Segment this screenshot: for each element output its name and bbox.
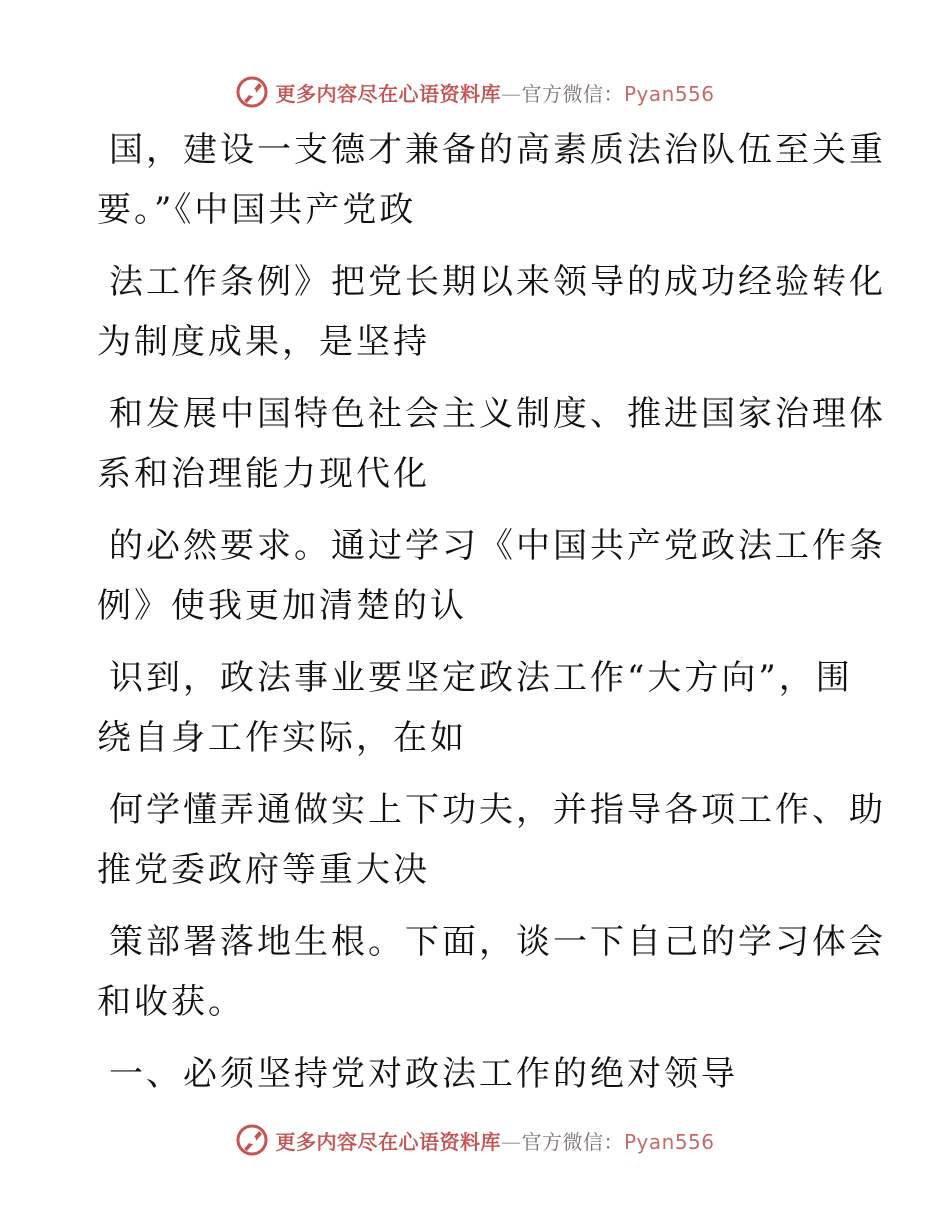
paragraph-line: 何学懂弄通做实上下功夫，并指导各项工作、助 (109, 790, 886, 830)
paragraph-line: 推党委政府等重大决 (97, 850, 430, 890)
watermark-brand: 更多内容尽在心语资料库 (275, 81, 501, 106)
footer-watermark (0, 1118, 950, 1162)
quill-logo-icon (235, 1123, 269, 1157)
paragraph-line: 和收获。 (97, 982, 245, 1022)
paragraph-2 (97, 252, 886, 372)
watermark-label: 官方微信： (521, 81, 624, 106)
paragraph-3 (97, 384, 886, 504)
paragraph-4 (97, 516, 886, 636)
paragraph-line: 为制度成果，是坚持 (97, 322, 430, 362)
watermark-text (275, 78, 714, 107)
watermark-brand: 更多内容尽在心语资料库 (275, 1129, 501, 1154)
paragraph-line: 法工作条例》把党长期以来领导的成功经验转化 (109, 262, 886, 302)
watermark-account: Pyan556 (623, 81, 715, 106)
paragraph-5 (97, 648, 853, 768)
paragraph-line: 要。”《中国共产党政 (97, 190, 417, 230)
paragraph-line: 绕自身工作实际，在如 (97, 718, 467, 758)
paragraph-line: 例》使我更加清楚的认 (97, 586, 467, 626)
document-body (97, 120, 886, 1104)
paragraph-line: 国，建设一支德才兼备的高素质法治队伍至关重 (109, 130, 886, 170)
paragraph-1 (97, 120, 886, 240)
watermark-account: Pyan556 (623, 1129, 715, 1154)
paragraph-line: 系和治理能力现代化 (97, 454, 430, 494)
watermark-separator: — (500, 1129, 522, 1154)
paragraph-6 (97, 780, 886, 900)
paragraph-line: 的必然要求。通过学习《中国共产党政法工作条 (109, 526, 886, 566)
header-watermark (0, 70, 950, 114)
watermark-text (275, 1126, 714, 1155)
quill-logo-icon (235, 75, 269, 109)
paragraph-line: 和发展中国特色社会主义制度、推进国家治理体 (109, 394, 886, 434)
paragraph-line: 识到，政法事业要坚定政法工作“大方向”，围 (109, 658, 853, 698)
paragraph-7 (97, 912, 886, 1032)
watermark-separator: — (500, 81, 522, 106)
paragraph-line: 策部署落地生根。下面，谈一下自己的学习体会 (109, 922, 886, 962)
section-heading: 一、必须坚持党对政法工作的绝对领导 (109, 1054, 738, 1094)
watermark-label: 官方微信： (521, 1129, 624, 1154)
